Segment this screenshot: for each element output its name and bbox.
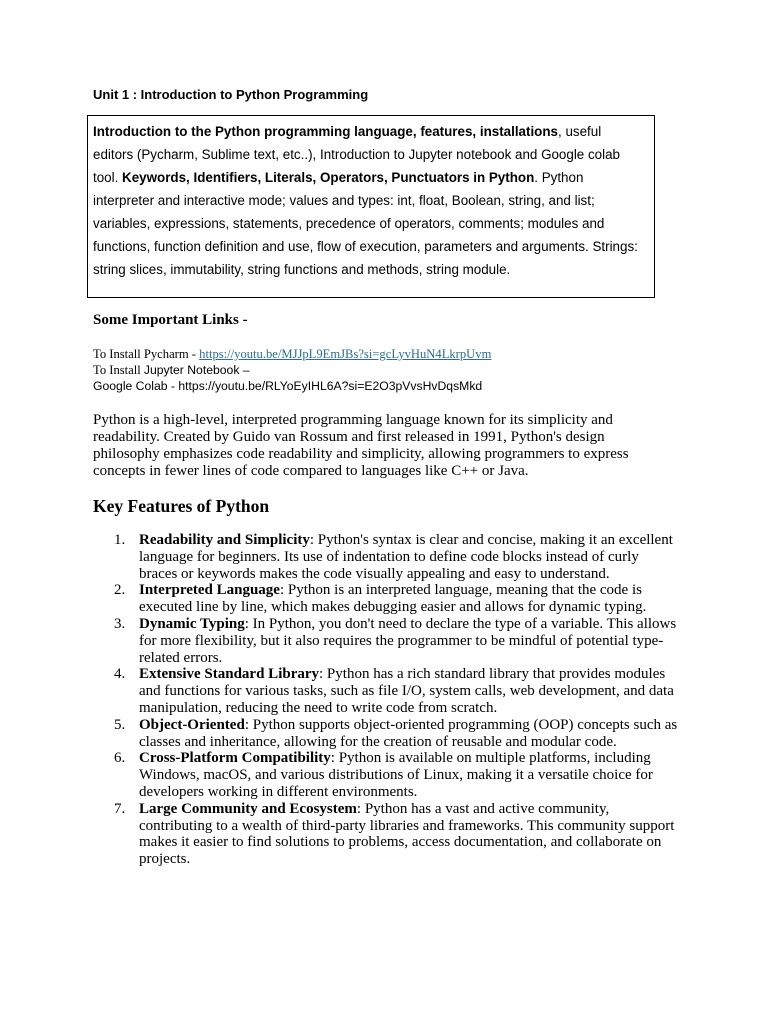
intro-text: Python is a high-level, interpreted programming language known for its simplicity and readability. Created by Guido van Rossum and first released in 1991, Python's design philosophy emphasizes code readability and simplicity, allowing programmers to express concepts in fewer lines of code compared to languages like C++ or Java. [93,412,629,479]
feature-text: : Python has a vast and active community, contributing to a wealth of third-party libraries and frameworks. This community support makes it easier to find solutions to problems, access documentation, and collaborate on projects. [139,800,675,868]
syllabus-line-3-pre: tool. [93,170,123,185]
syllabus-line-1-rest: , useful [558,124,602,139]
feature-number: 6. [114,750,126,767]
feature-number: 5. [114,716,126,733]
feature-item [93,582,678,616]
jupyter-label: To Install [93,363,144,377]
syllabus-line-5: variables, expressions, statements, precedence of operators, comments; modules and [93,216,605,231]
intro-paragraph [93,412,653,480]
syllabus-line-1-bold: Introduction to the Python programming language, features, installations [93,124,558,139]
feature-number: 1. [114,532,126,548]
feature-title: Readability and Simplicity [139,532,310,548]
syllabus-line-3-bold: Keywords, Identifiers, Literals, Operators, Punctuators in Python [122,170,535,185]
jupyter-text: Jupyter Notebook – [143,363,250,377]
jupyter-link-line [93,362,491,378]
feature-text: : Python's syntax is clear and concise, making it an excellent language for beginners. Its use of indentation to define code blocks instead of curly braces or keywords makes the code visually appealing and easy to understand. [139,532,673,582]
feature-text: : Python has a rich standard library that provides modules and functions for various tasks, such as file I/O, system calls, web development, and data manipulation, reducing the need to write code from scratch. [139,666,674,716]
feature-text: : Python is available on multiple platforms, including Windows, macOS, and various distributions of Linux, making it a versatile choice for developers working in different environments. [139,750,653,800]
feature-title: Cross-Platform Compatibility [139,750,331,767]
feature-title: Dynamic Typing [139,615,245,632]
feature-title: Object-Oriented [139,716,245,733]
feature-text: : Python is an interpreted language, meaning that the code is executed line by line, which makes debugging easier and allows for dynamic typing. [139,582,647,616]
unit-title: Unit 1 : Introduction to Python Programming [93,87,369,102]
syllabus-line-6: functions, function definition and use, flow of execution, parameters and arguments. Strings: [93,239,638,254]
pycharm-link[interactable]: https://youtu.be/MJJpL9EmJBs?si=gcLyvHuN4LkrpUvm [199,347,492,361]
syllabus-text [93,120,673,281]
syllabus-line-1 [93,120,673,143]
links-heading: Some Important Links - [93,312,248,328]
syllabus-line-2: editors (Pycharm, Sublime text, etc..), Introduction to Jupyter notebook and Google colab [93,147,620,162]
feature-item [93,666,678,716]
feature-text: : Python supports object-oriented programming (OOP) concepts such as classes and inheritance, allowing for the creation of reusable and modular code. [139,716,678,750]
pycharm-link-line [93,346,491,362]
features-heading: Key Features of Python [93,496,270,516]
feature-item [93,801,678,868]
feature-number: 7. [114,800,126,817]
feature-number: 4. [114,666,126,683]
feature-item [93,750,678,800]
feature-item [93,532,678,582]
feature-item [93,717,678,751]
syllabus-line-4: interpreter and interactive mode; values and types: int, float, Boolean, string, and list; [93,193,595,208]
feature-number: 2. [114,582,126,599]
feature-title: Extensive Standard Library [139,666,320,683]
pycharm-label: To Install Pycharm - [93,347,200,361]
feature-title: Large Community and Ecosystem [139,800,357,817]
syllabus-line-7: string slices, immutability, string functions and methods, string module. [93,262,511,277]
feature-number: 3. [114,615,126,632]
feature-text: : In Python, you don't need to declare the type of a variable. This allows for more flexibility, but it also requires the programmer to be mindful of potential type-related errors. [139,615,677,666]
feature-title: Interpreted Language [139,582,280,599]
features-list [93,532,678,868]
links-list [93,346,491,394]
colab-link-line[interactable]: Google Colab - https://youtu.be/RLYoEyIHL6A?si=E2O3pVvsHvDqsMkd [93,379,483,393]
syllabus-line-3 [93,166,673,189]
syllabus-line-3-rest: . Python [534,170,584,185]
feature-item [93,616,678,666]
